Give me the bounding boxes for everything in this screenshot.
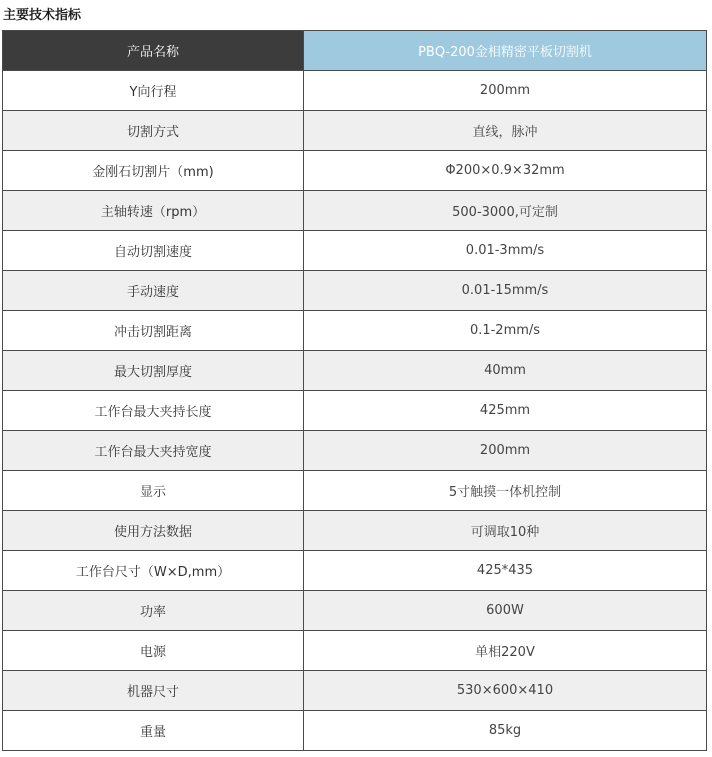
- param-value: 5寸触摸一体机控制: [304, 471, 707, 511]
- table-row: [3, 431, 707, 471]
- table-row: [3, 511, 707, 551]
- table-row: [3, 71, 707, 111]
- param-value: 200mm: [304, 431, 707, 471]
- param-name: 主轴转速（rpm）: [3, 191, 304, 231]
- param-value: 单相220V: [304, 631, 707, 671]
- header-product-model: PBQ-200金相精密平板切割机: [304, 31, 707, 71]
- param-name: 最大切割厚度: [3, 351, 304, 391]
- table-row: [3, 631, 707, 671]
- param-name: 功率: [3, 591, 304, 631]
- param-value: 425*435: [304, 551, 707, 591]
- param-name: 金刚石切割片（mm): [3, 151, 304, 191]
- table-row: [3, 591, 707, 631]
- param-name: 工作台尺寸（W×D,mm）: [3, 551, 304, 591]
- table-row: [3, 271, 707, 311]
- param-value: 200mm: [304, 71, 707, 111]
- table-row: [3, 311, 707, 351]
- param-value: Φ200×0.9×32mm: [304, 151, 707, 191]
- param-value: 500-3000,可定制: [304, 191, 707, 231]
- param-value: 600W: [304, 591, 707, 631]
- param-value: 直线，脉冲: [304, 111, 707, 151]
- param-value: 85kg: [304, 711, 707, 751]
- param-value: 425mm: [304, 391, 707, 431]
- header-product-name: 产品名称: [3, 31, 304, 71]
- spec-table: [2, 30, 707, 751]
- param-name: 工作台最大夹持长度: [3, 391, 304, 431]
- table-row: [3, 191, 707, 231]
- table-row: [3, 231, 707, 271]
- table-row: [3, 111, 707, 151]
- param-name: 自动切割速度: [3, 231, 304, 271]
- param-name: 电源: [3, 631, 304, 671]
- param-name: 切割方式: [3, 111, 304, 151]
- table-row: [3, 711, 707, 751]
- section-title: 主要技术指标: [3, 8, 82, 23]
- param-value: 0.01-3mm/s: [304, 231, 707, 271]
- param-name: Y向行程: [3, 71, 304, 111]
- param-name: 工作台最大夹持宽度: [3, 431, 304, 471]
- table-row: [3, 391, 707, 431]
- param-value: 可调取10种: [304, 511, 707, 551]
- table-row: [3, 151, 707, 191]
- param-name: 机器尺寸: [3, 671, 304, 711]
- param-value: 40mm: [304, 351, 707, 391]
- param-value: 530×600×410: [304, 671, 707, 711]
- table-header-row: [3, 31, 707, 71]
- param-name: 手动速度: [3, 271, 304, 311]
- param-name: 重量: [3, 711, 304, 751]
- table-row: [3, 551, 707, 591]
- param-name: 显示: [3, 471, 304, 511]
- param-value: 0.01-15mm/s: [304, 271, 707, 311]
- table-row: [3, 471, 707, 511]
- table-row: [3, 351, 707, 391]
- param-name: 冲击切割距离: [3, 311, 304, 351]
- param-name: 使用方法数据: [3, 511, 304, 551]
- table-row: [3, 671, 707, 711]
- param-value: 0.1-2mm/s: [304, 311, 707, 351]
